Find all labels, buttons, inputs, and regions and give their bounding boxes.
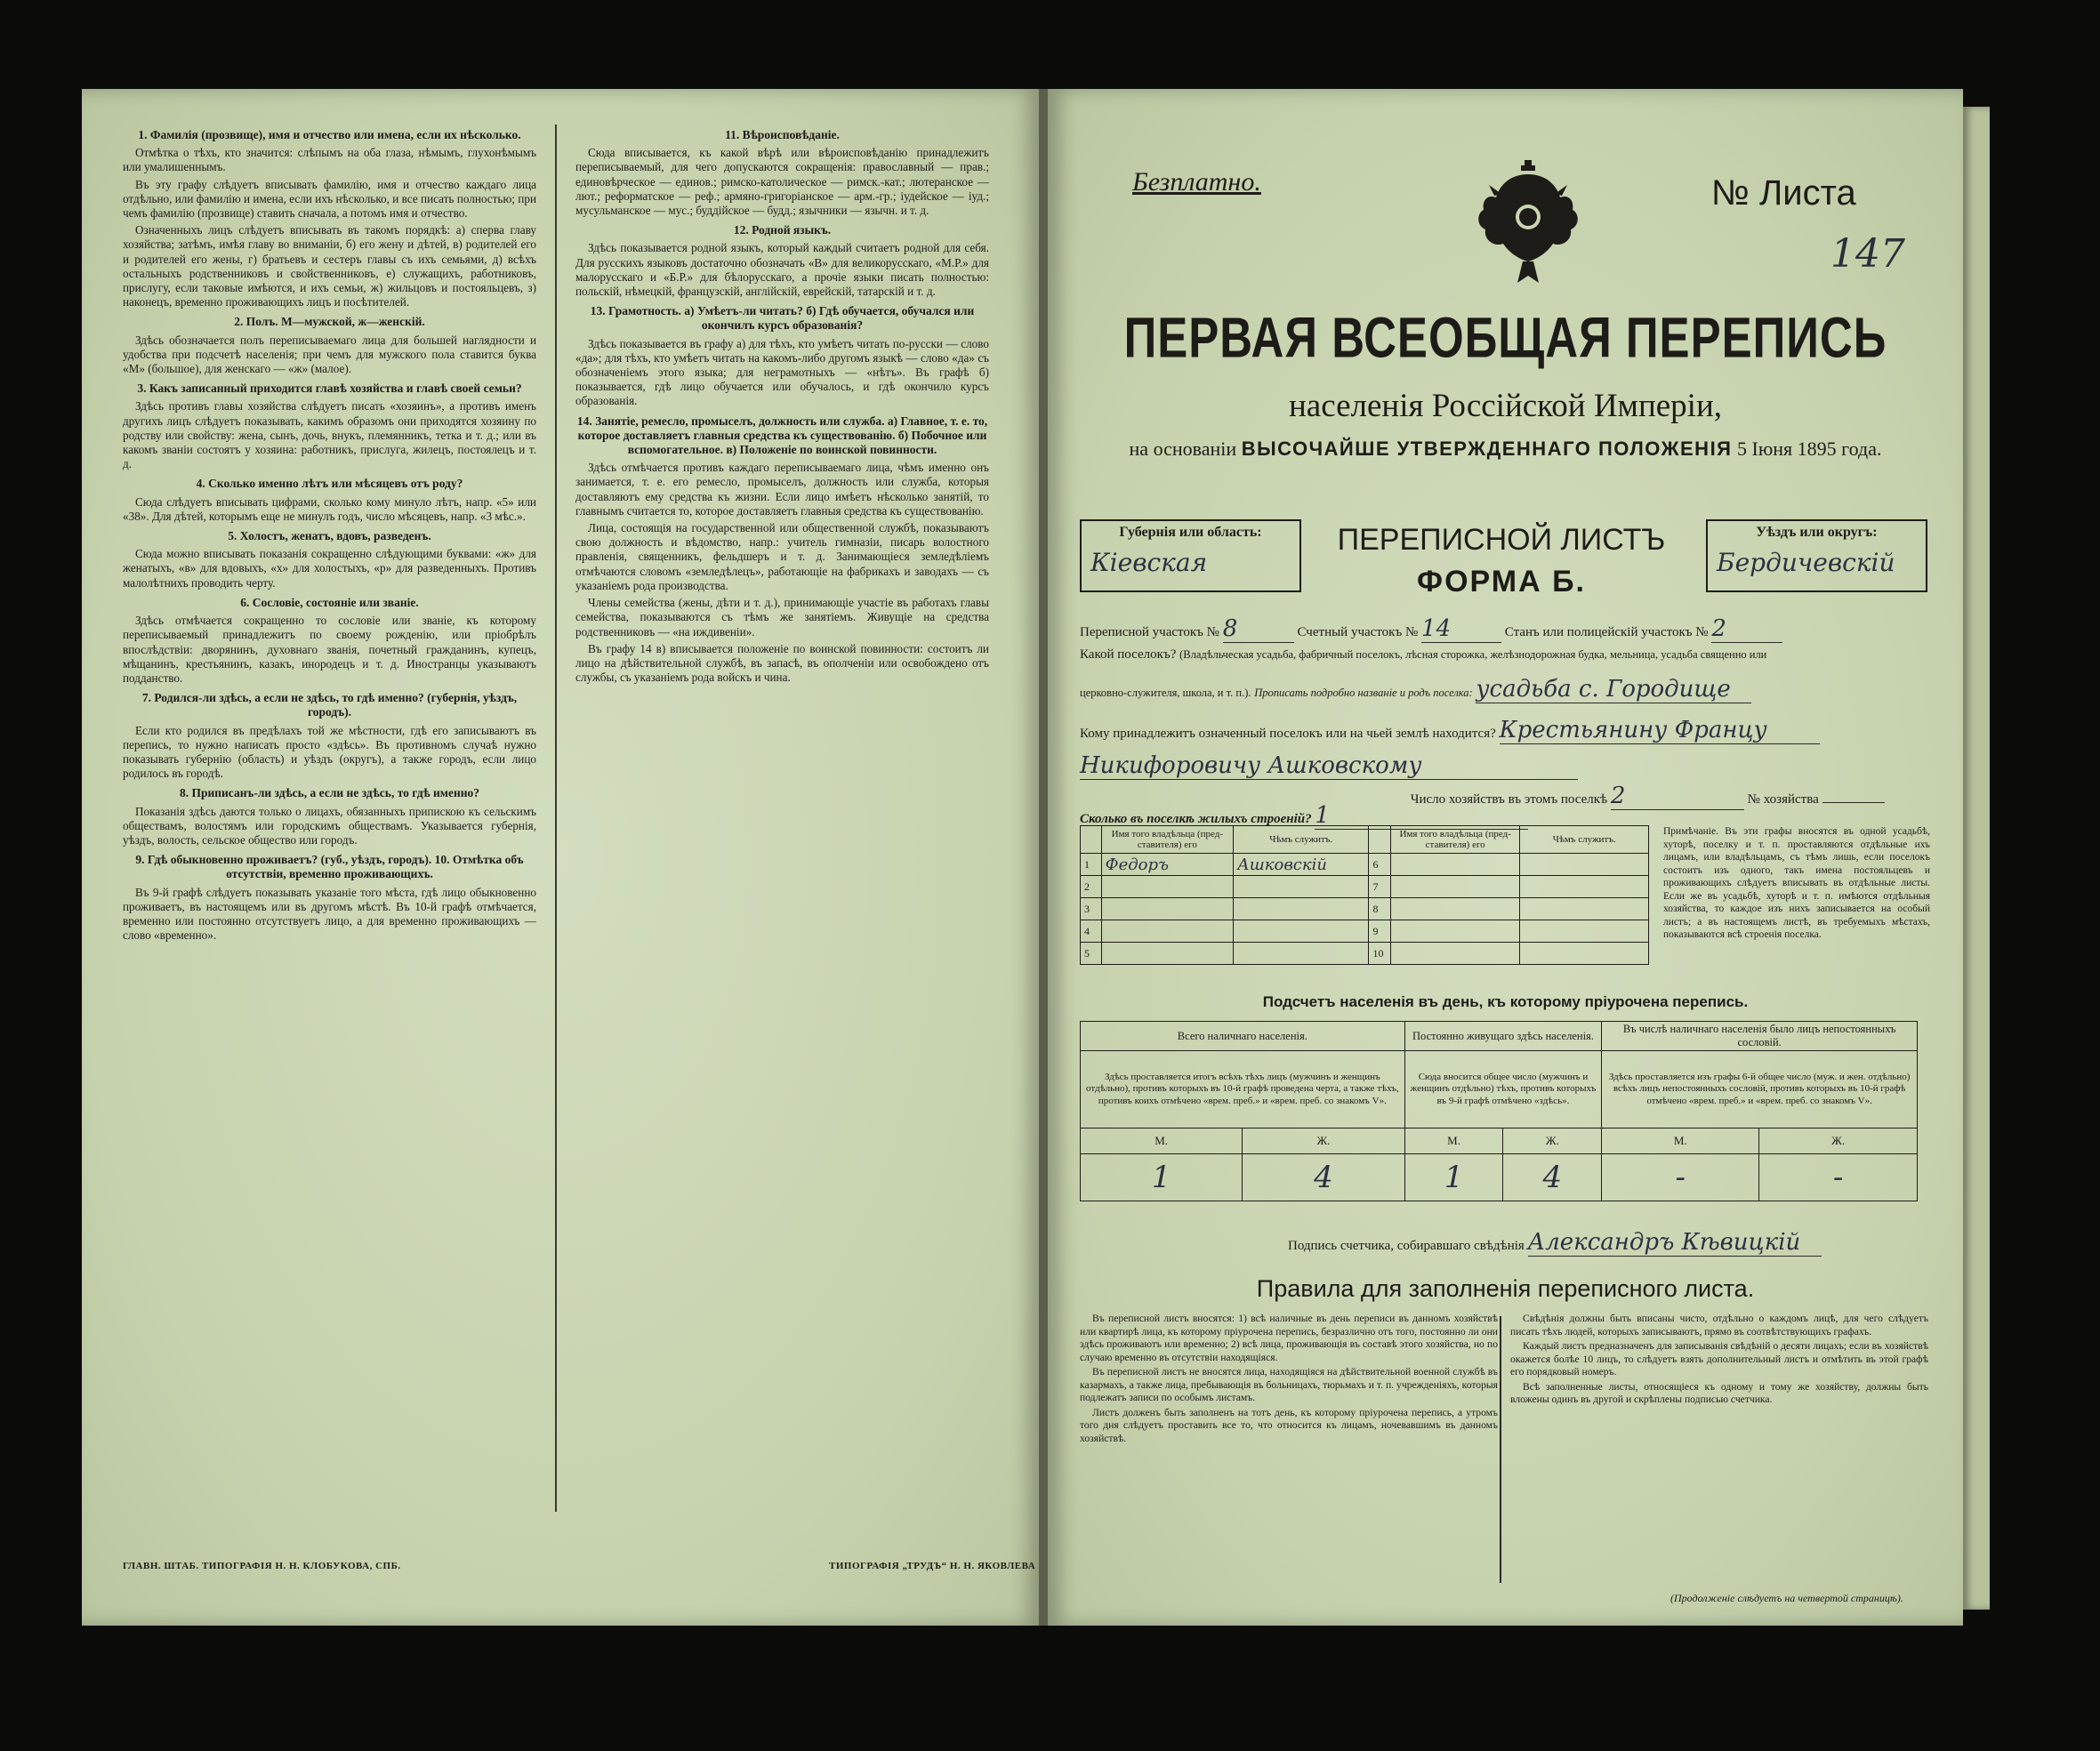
settlement-name-value: усадьба с. Городище (1476, 676, 1731, 703)
table-cell (1101, 920, 1233, 943)
settlement-name-label: Прописать подробно названіе и родъ поселка: (1254, 687, 1473, 699)
table-row (1081, 920, 1649, 943)
instruction-paragraph: Сюда вписывается, къ какой вѣрѣ или вѣроисповѣданію принадлежитъ переписываемый, для чего допускаются сокращенія: православный — прав.; единовѣрческое — единов.; римско-католическое — римск.-кат.; лютеранское — лют.; реформатское — реф.; армяно-григоріанское — арм.-гр.; іудейское — іуд.; мусульманское — мус.; буддійское — будд.; язычники — язычн. и т. д. (575, 146, 989, 218)
f-label: Ж. (1243, 1129, 1404, 1154)
instruction-heading: 2. Полъ. М—мужской, ж—женскій. (234, 315, 425, 329)
count-desc-non-permanent: Здѣсь проставляется изъ графы 6-й общее число (муж. и жен. отдѣльно) всѣхъ лицъ непостоянныхъ сословій, противъ которыхъ въ 10-й графѣ отмѣчено «врем. преб.» и «врем. преб. со знакомъ V». (1602, 1051, 1918, 1129)
owner-label: Кому принадлежитъ означенный поселокъ или на чьей землѣ находится? (1080, 727, 1496, 741)
table-cell: 9 (1369, 920, 1390, 943)
legal-basis (1048, 438, 1963, 461)
table-row (1081, 943, 1649, 965)
instruction-paragraph: Здѣсь обозначается полъ переписываемаго лица для большей наглядности и удобства при подсчетѣ населенія; при чемъ для мужского пола ставится буква «М» (большое), для женскаго — «ж» (малое). (123, 333, 536, 376)
table-cell (1390, 898, 1520, 920)
count-nonperm-f: - (1759, 1154, 1918, 1201)
police-district-label: Станъ или полицейскій участокъ № (1504, 625, 1709, 639)
free-label: Безплатно. (1132, 167, 1261, 197)
m-label: М. (1404, 1129, 1503, 1154)
police-district-value: 2 (1711, 615, 1726, 642)
left-page (82, 89, 1041, 1626)
count-district-value: 14 (1421, 615, 1452, 642)
instruction-paragraph: Показанія здѣсь даются только о лицахъ, обязанныхъ припискою къ сельскимъ обществамъ, волостямъ или городскимъ обществамъ. Указывается губернія, уѣздъ, волость, сельское общество или городъ. (123, 804, 536, 847)
instruction-heading: 14. Занятіе, ремесло, промыселъ, должность или служба. а) Главное, т. е. то, которое доставляетъ главныя средства къ существованію. б) Побочное или вспомогательное. в) Положеніе по воинской повинности. (576, 414, 988, 457)
settlement-label: Какой поселокъ? (1080, 647, 1177, 662)
sheet-number-handwritten: 147 (1830, 231, 1905, 277)
population-count-table (1080, 1021, 1918, 1201)
rules-column-2 (1510, 1313, 1928, 1409)
enumerator-signature-line (1288, 1229, 1822, 1257)
rules-column-1 (1080, 1313, 1498, 1447)
continued-note: (Продолженіе слѣдуетъ на четвертой страницѣ). (1670, 1592, 1903, 1604)
f-label: Ж. (1759, 1129, 1918, 1154)
right-page (1048, 89, 1963, 1626)
page-stack-edge (1963, 107, 1990, 1610)
instruction-paragraph: Здѣсь противъ главы хозяйства слѣдуетъ писать «хозяинъ», а противъ именъ другихъ лицъ слѣдуетъ показывать, какимъ образомъ они приходятся хозяину по родству или свойству: жена, сынъ, дочь, внукъ, племянникъ, тетка и т. д.; или въ какомъ званіи состоятъ у хозяина: работникъ, прислуга, жилецъ, постоялецъ и т. д. (123, 399, 536, 471)
table-cell: Ашковскій (1234, 854, 1369, 876)
census-title: ПЕРВАЯ ВСЕОБЩАЯ ПЕРЕПИСЬ (1123, 305, 1887, 370)
count-total-f: 4 (1243, 1154, 1404, 1201)
settlement-type-line (1080, 647, 1766, 663)
count-col-non-permanent: Въ числѣ наличнаго населенія было лицъ непостоянныхъ сословій. (1602, 1022, 1918, 1051)
census-subtitle: населенія Россійской Имперіи, (1288, 388, 1723, 424)
rule-paragraph: Всѣ заполненные листы, относящіеся къ одному и тому же хозяйству, должны быть вложены одинъ въ другой и скрѣплены подписью счетчика. (1510, 1380, 1928, 1405)
basis-post: 5 Іюня 1895 года. (1737, 438, 1882, 460)
count-desc-total: Здѣсь проставляется итогъ всѣхъ тѣхъ лицъ (мужчинъ и женщинъ отдѣльно), противъ которыхъ въ 10-й графѣ проведена черта, а также тѣхъ, противъ коихъ отмѣчено «врем. преб.» и «врем. преб. со знакомъ V». (1081, 1051, 1405, 1129)
double-headed-eagle-icon (1475, 158, 1581, 296)
table-cell (1101, 943, 1233, 965)
table-cell: Федоръ (1101, 854, 1233, 876)
printer-imprint-left: ГЛАВН. ШТАБ. ТИПОГРАФІЯ Н. Н. КЛОБУКОВА, СПБ. (123, 1561, 401, 1571)
count-nonperm-m: - (1602, 1154, 1759, 1201)
table-row (1081, 876, 1649, 898)
instruction-paragraph: Здѣсь показывается родной языкъ, который каждый считаетъ родной для себя. Для русскихъ языковъ достаточно обозначать «В» для великорусскаго, «М.Р.» для малорусскаго и «Б.Р.» для бѣлорусскаго, а прочіе языки писать полностью: польскій, нѣмецкій, французскій, англійскій, еврейскій, татарскій и т. д. (575, 241, 989, 299)
households-count-value: 2 (1610, 783, 1626, 809)
instruction-heading: 4. Сколько именно лѣтъ или мѣсяцевъ отъ роду? (196, 477, 463, 491)
instruction-heading: 13. Грамотность. а) Умѣетъ-ли читать? б) Гдѣ обучается, обучался или окончилъ курсъ образованія? (590, 304, 975, 333)
instruction-heading: 5. Холостъ, женатъ, вдовъ, разведенъ. (228, 529, 431, 543)
table-cell: 6 (1369, 854, 1390, 876)
table-cell (1390, 943, 1520, 965)
res-head-name-2: Имя того владѣльца (пред-ставителя) его (1390, 826, 1520, 854)
m-label: М. (1081, 1129, 1243, 1154)
instruction-heading: 7. Родился-ли здѣсь, а если не здѣсь, то гдѣ именно? (губернія, уѣздъ, городъ). (141, 691, 518, 719)
table-row (1081, 898, 1649, 920)
rule-paragraph: Въ переписной листъ не вносятся лица, находящіяся на дѣйствительной военной службѣ въ казармахъ, а также лица, пребывающія въ больницахъ, тюрьмахъ и т. п. учрежденіяхъ, которыя подлежатъ записи по особымъ листамъ. (1080, 1366, 1498, 1403)
instruction-paragraph: Здѣсь отмѣчается сокращенно то сословіе или званіе, къ которому переписываемый принадлежитъ по своему рожденію, или пріобрѣлъ впослѣдствіи: дворянинъ, духовнаго званія, почетный гражданинъ, купецъ, мѣщанинъ, крестьянинъ, казакъ, инородецъ и т. д. Иностранцы указываютъ подданство. (123, 614, 536, 685)
rules-title: Правила для заполненія переписного листа. (1256, 1275, 1755, 1302)
owner-value-1: Крестьянину Францу (1499, 717, 1767, 743)
population-count-title: Подсчетъ населенія въ день, къ которому пріурочена перепись. (1262, 993, 1749, 1010)
f-label: Ж. (1503, 1129, 1602, 1154)
table-cell (1520, 920, 1649, 943)
count-permanent-f: 4 (1503, 1154, 1602, 1201)
res-head-what-2: Чѣмъ служитъ. (1520, 826, 1649, 854)
owner-line-2 (1080, 752, 1578, 780)
table-cell (1390, 876, 1520, 898)
uezd-label: Уѣздъ или округъ: (1756, 525, 1878, 540)
table-cell: 2 (1081, 876, 1102, 898)
buildings-label: Сколько въ поселкѣ жилыхъ строеній? (1080, 812, 1312, 826)
form-subtitle: ФОРМА Б. (1417, 565, 1586, 598)
signature-value: Александръ Кѣвицкій (1527, 1229, 1801, 1256)
table-cell (1234, 898, 1369, 920)
census-district-label: Переписной участокъ № (1080, 625, 1219, 639)
form-title: ПЕРЕПИСНОЙ ЛИСТЪ (1337, 523, 1666, 557)
instructions-column-2 (575, 123, 989, 687)
count-permanent-m: 1 (1404, 1154, 1503, 1201)
table-cell: 5 (1081, 943, 1102, 965)
settlement-hint: (Владѣльческая усадьба, фабричный поселокъ, лѣсная сторожка, желѣзнодорожная будка, мельница, усадьба священно или (1179, 648, 1767, 661)
basis-pre: на основаніи (1129, 438, 1237, 460)
gubernia-value: Кіевская (1090, 548, 1208, 577)
uezd-value: Бердичевскій (1717, 548, 1895, 577)
count-col-total: Всего наличнаго населенія. (1081, 1022, 1405, 1051)
instruction-paragraph: Здѣсь отмѣчается противъ каждаго переписываемаго лица, чѣмъ именно онъ занимается, т. е. его ремесло, промыселъ, должность или служба, которыя доставляютъ ему средства къ жизни. Если лицо имѣетъ нѣсколько занятій, то главнымъ считается то, которое доставляетъ главныя средства къ существованію. (575, 461, 989, 518)
count-district-label: Счетный участокъ № (1297, 625, 1419, 639)
owner-line (1080, 717, 1820, 744)
table-cell (1234, 920, 1369, 943)
open-book (82, 89, 2025, 1626)
settlement-hint-2: церковно-служителя, школа, и т. п.). (1080, 687, 1251, 699)
printer-imprint-right: ТИПОГРАФІЯ „ТРУДЪ“ Н. Н. ЯКОВЛЕВА (829, 1561, 1036, 1571)
instruction-paragraph: Въ 9-й графѣ слѣдуетъ показывать указаніе того мѣста, гдѣ лицо обыкновенно проживаетъ, въ настоящемъ или въ другомъ мѣстѣ. Въ 10-й графѣ отмѣчается, временно или постоянно отсутствуетъ лицо, а для временно проживающихъ — слово «временно». (123, 885, 536, 943)
table-cell (1520, 854, 1649, 876)
table-cell: 7 (1369, 876, 1390, 898)
instruction-heading: 9. Гдѣ обыкновенно проживаетъ? (губ., уѣздъ, городъ). 10. Отмѣтка объ отсутствіи, временно проживающихъ. (135, 853, 524, 881)
table-cell (1390, 920, 1520, 943)
rule-paragraph: Каждый листъ предназначенъ для записыванія свѣдѣній о десяти лицахъ; если въ хозяйствѣ окажется болѣе 10 лицъ, то слѣдуетъ взять дополнительный листъ и отмѣтить въ этой графѣ его порядковый номеръ. (1510, 1340, 1928, 1378)
instruction-heading: 11. Вѣроисповѣданіе. (725, 128, 840, 141)
instruction-paragraph: Сюда можно вписывать показанія сокращенно слѣдующими буквами: «ж» для женатыхъ, «в» для вдовыхъ, «х» для холостыхъ, «р» для разведенныхъ. Противъ малолѣтнихъ проводить черту. (123, 547, 536, 590)
count-col-permanent: Постоянно живущаго здѣсь населенія. (1404, 1022, 1602, 1051)
instruction-heading: 8. Приписанъ-ли здѣсь, а если не здѣсь, то гдѣ именно? (179, 786, 480, 800)
households-count-label: Число хозяйствъ въ этомъ поселкѣ (1410, 792, 1608, 807)
rule-paragraph: Свѣдѣнія должны быть вписаны чисто, отдѣльно о каждомъ лицѣ, для чего слѣдуетъ писать тѣхъ людей, которыхъ записываютъ, прямо въ соотвѣтствующихъ графахъ. (1510, 1313, 1928, 1337)
instruction-heading: 12. Родной языкъ. (733, 223, 832, 237)
gubernia-label: Губернія или область: (1119, 525, 1262, 540)
table-cell (1520, 943, 1649, 965)
owner-value-2: Никифоровичу Ашковскому (1080, 752, 1422, 779)
buildings-value: 1 (1315, 802, 1330, 829)
table-cell (1390, 854, 1520, 876)
instruction-paragraph: Отмѣтка о тѣхъ, кто значится: слѣпымъ на оба глаза, нѣмымъ, глухонѣмымъ или умалишеннымъ. (123, 146, 536, 174)
instruction-paragraph: Въ графу 14 в) вписывается положеніе по воинской повинности: состоитъ ли лицо на дѣйствительной службѣ, въ запасѣ, въ ополченіи или освобождено отъ службы, съ указаніемъ рода войскъ и чина. (575, 641, 989, 685)
table-cell: 10 (1369, 943, 1390, 965)
district-line (1080, 615, 1782, 643)
sheet-number-label: № Листа (1711, 173, 1856, 213)
res-head-name: Имя того владѣльца (пред-ставителя) его (1101, 826, 1233, 854)
table-row (1081, 854, 1649, 876)
table-cell (1101, 876, 1233, 898)
instruction-paragraph: Лица, состоящія на государственной или общественной службѣ, показываютъ свою должность и вѣдомство, напр.: учитель гимназіи, писарь волостного правленія, священникъ, фельдшеръ и т. д. Занимающіеся земледѣліемъ отмѣчаются словомъ «земледѣлецъ», работающіе на фабрикахъ и заводахъ — съ указаніемъ рода производства. (575, 521, 989, 592)
table-cell: 3 (1081, 898, 1102, 920)
table-cell: 8 (1369, 898, 1390, 920)
household-number-label: № хозяйства (1747, 792, 1819, 807)
table-cell (1520, 876, 1649, 898)
signature-label: Подпись счетчика, собиравшаго свѣдѣнія (1288, 1239, 1525, 1253)
residents-note: Примѣчаніе. Въ эти графы вносятся въ одной усадьбѣ, хуторѣ, поселку и т. п. проставляются отдѣльные ихъ лицамъ, или владѣльцамъ, съ тѣмъ лишь, если поселокъ состоитъ изъ одного, такъ имена постояльцевъ и проживающихъ слѣдуетъ вписывать въ отдѣльные листы. Если же въ усадьбѣ, хуторѣ и т. п. имѣются отдѣльныя хозяйства, то каждое изъ нихъ записывается на особый листъ; а въ настоящемъ листѣ, въ требуемыхъ мѣстахъ, показываются всѣ строенія поселка. (1663, 826, 1930, 940)
table-cell (1234, 943, 1369, 965)
instructions-column-1 (123, 123, 536, 945)
m-label: М. (1602, 1129, 1759, 1154)
census-district-value: 8 (1222, 615, 1238, 642)
instruction-paragraph: Здѣсь показывается въ графу а) для тѣхъ, кто умѣетъ читать по-русски — слово «да»; для тѣхъ, кто умѣетъ читать на какомъ-либо другомъ языкѣ — слово «да» съ обозначеніемъ этого языка; для неграмотныхъ — «нѣтъ». Въ графѣ б) показывается, гдѣ лицо обучается или обучалось, и гдѣ окончило курсъ образованія. (575, 336, 989, 408)
settlement-name-line (1080, 676, 1751, 703)
instruction-paragraph: Сюда слѣдуетъ вписывать цифрами, сколько кому минуло лѣтъ, напр. «5» или «38». Для дѣтей, которымъ еще не минулъ годъ, число мѣсяцевъ, напр. «3 мѣс.». (123, 494, 536, 523)
count-desc-permanent: Сюда вносится общее число (мужчинъ и женщинъ отдѣльно) тѣхъ, противъ которыхъ въ 9-й графѣ отмѣчено «здѣсь». (1404, 1051, 1602, 1129)
rule-paragraph: Въ переписной листъ вносятся: 1) всѣ наличные въ день переписи въ данномъ хозяйствѣ или квартирѣ лица, къ которому пріурочена перепись, безразлично отъ того, постоянно ли они здѣсь проживаютъ или временно; 2) всѣ лица, проживающія въ составѣ этого хозяйства, но по случаю временно въ отсутствіи находящіяся. (1080, 1313, 1498, 1363)
table-cell (1520, 898, 1649, 920)
rule-paragraph: Листъ долженъ быть заполненъ на тотъ день, къ которому пріурочена перепись, а утромъ того дня слѣдуетъ проставить все то, что относится къ лицамъ, ночевавшимъ въ данномъ хозяйствѣ. (1080, 1406, 1498, 1444)
uezd-box (1706, 519, 1927, 592)
table-cell (1234, 876, 1369, 898)
table-cell: 1 (1081, 854, 1102, 876)
table-cell: 4 (1081, 920, 1102, 943)
gubernia-box (1080, 519, 1301, 592)
instruction-heading: 6. Сословіе, состояніе или званіе. (240, 595, 419, 609)
table-cell (1101, 898, 1233, 920)
rules-divider (1500, 1316, 1501, 1583)
basis-caps: ВЫСОЧАЙШЕ УТВЕРЖДЕННАГО ПОЛОЖЕНІЯ (1241, 438, 1733, 460)
column-divider (555, 124, 557, 1512)
instruction-paragraph: Означенныхъ лицъ слѣдуетъ вписывать въ такомъ порядкѣ: а) сперва главу хозяйства; затѣмъ, имѣя главу во вниманіи, б) его жену и дѣтей, в) родителей его и родителей его жены, г) братьевъ и сестеръ главы съ ихъ семьями, д) всѣхъ остальныхъ родственниковъ и свойственниковъ, е) служащихъ, работниковъ, прислугу, если таковые имѣются, и ихъ семьи, ж) жильцовъ и постояльцевъ, з) наконецъ, временно проживающихъ лицъ и посѣтителей. (123, 223, 536, 309)
instruction-paragraph: Члены семейства (жены, дѣти и т. д.), принимающіе участіе въ работахъ главы семейства, показываются съ тѣмъ же занятіемъ. Живущіе на средства родственниковъ — «на иждивеніи». (575, 596, 989, 639)
residents-table (1080, 825, 1649, 965)
instruction-paragraph: Если кто родился въ предѣлахъ той же мѣстности, гдѣ его записываютъ въ перепись, то нужно написать просто «здѣсь». Въ противномъ случаѣ нужно показывать губернію (область) и уѣздъ (округъ), а также городъ, если лицо родилось въ городѣ. (123, 723, 536, 781)
count-total-m: 1 (1081, 1154, 1243, 1201)
res-head-what: Чѣмъ служитъ. (1234, 826, 1369, 854)
instruction-heading: 3. Какъ записанный приходится главѣ хозяйства и главѣ своей семьи? (137, 382, 522, 396)
instruction-heading: 1. Фамилія (прозвище), имя и отчество или имена, если их нѣсколько. (138, 128, 521, 141)
instruction-paragraph: Въ эту графу слѣдуетъ вписывать фамилію, имя и отчество каждаго лица отдѣльно, или фамилію и имена, если ихъ нѣсколько, и все писать полностью; при чемъ фамилію (прозвище) ставить сначала, а потомъ имя и отчество. (123, 177, 536, 221)
